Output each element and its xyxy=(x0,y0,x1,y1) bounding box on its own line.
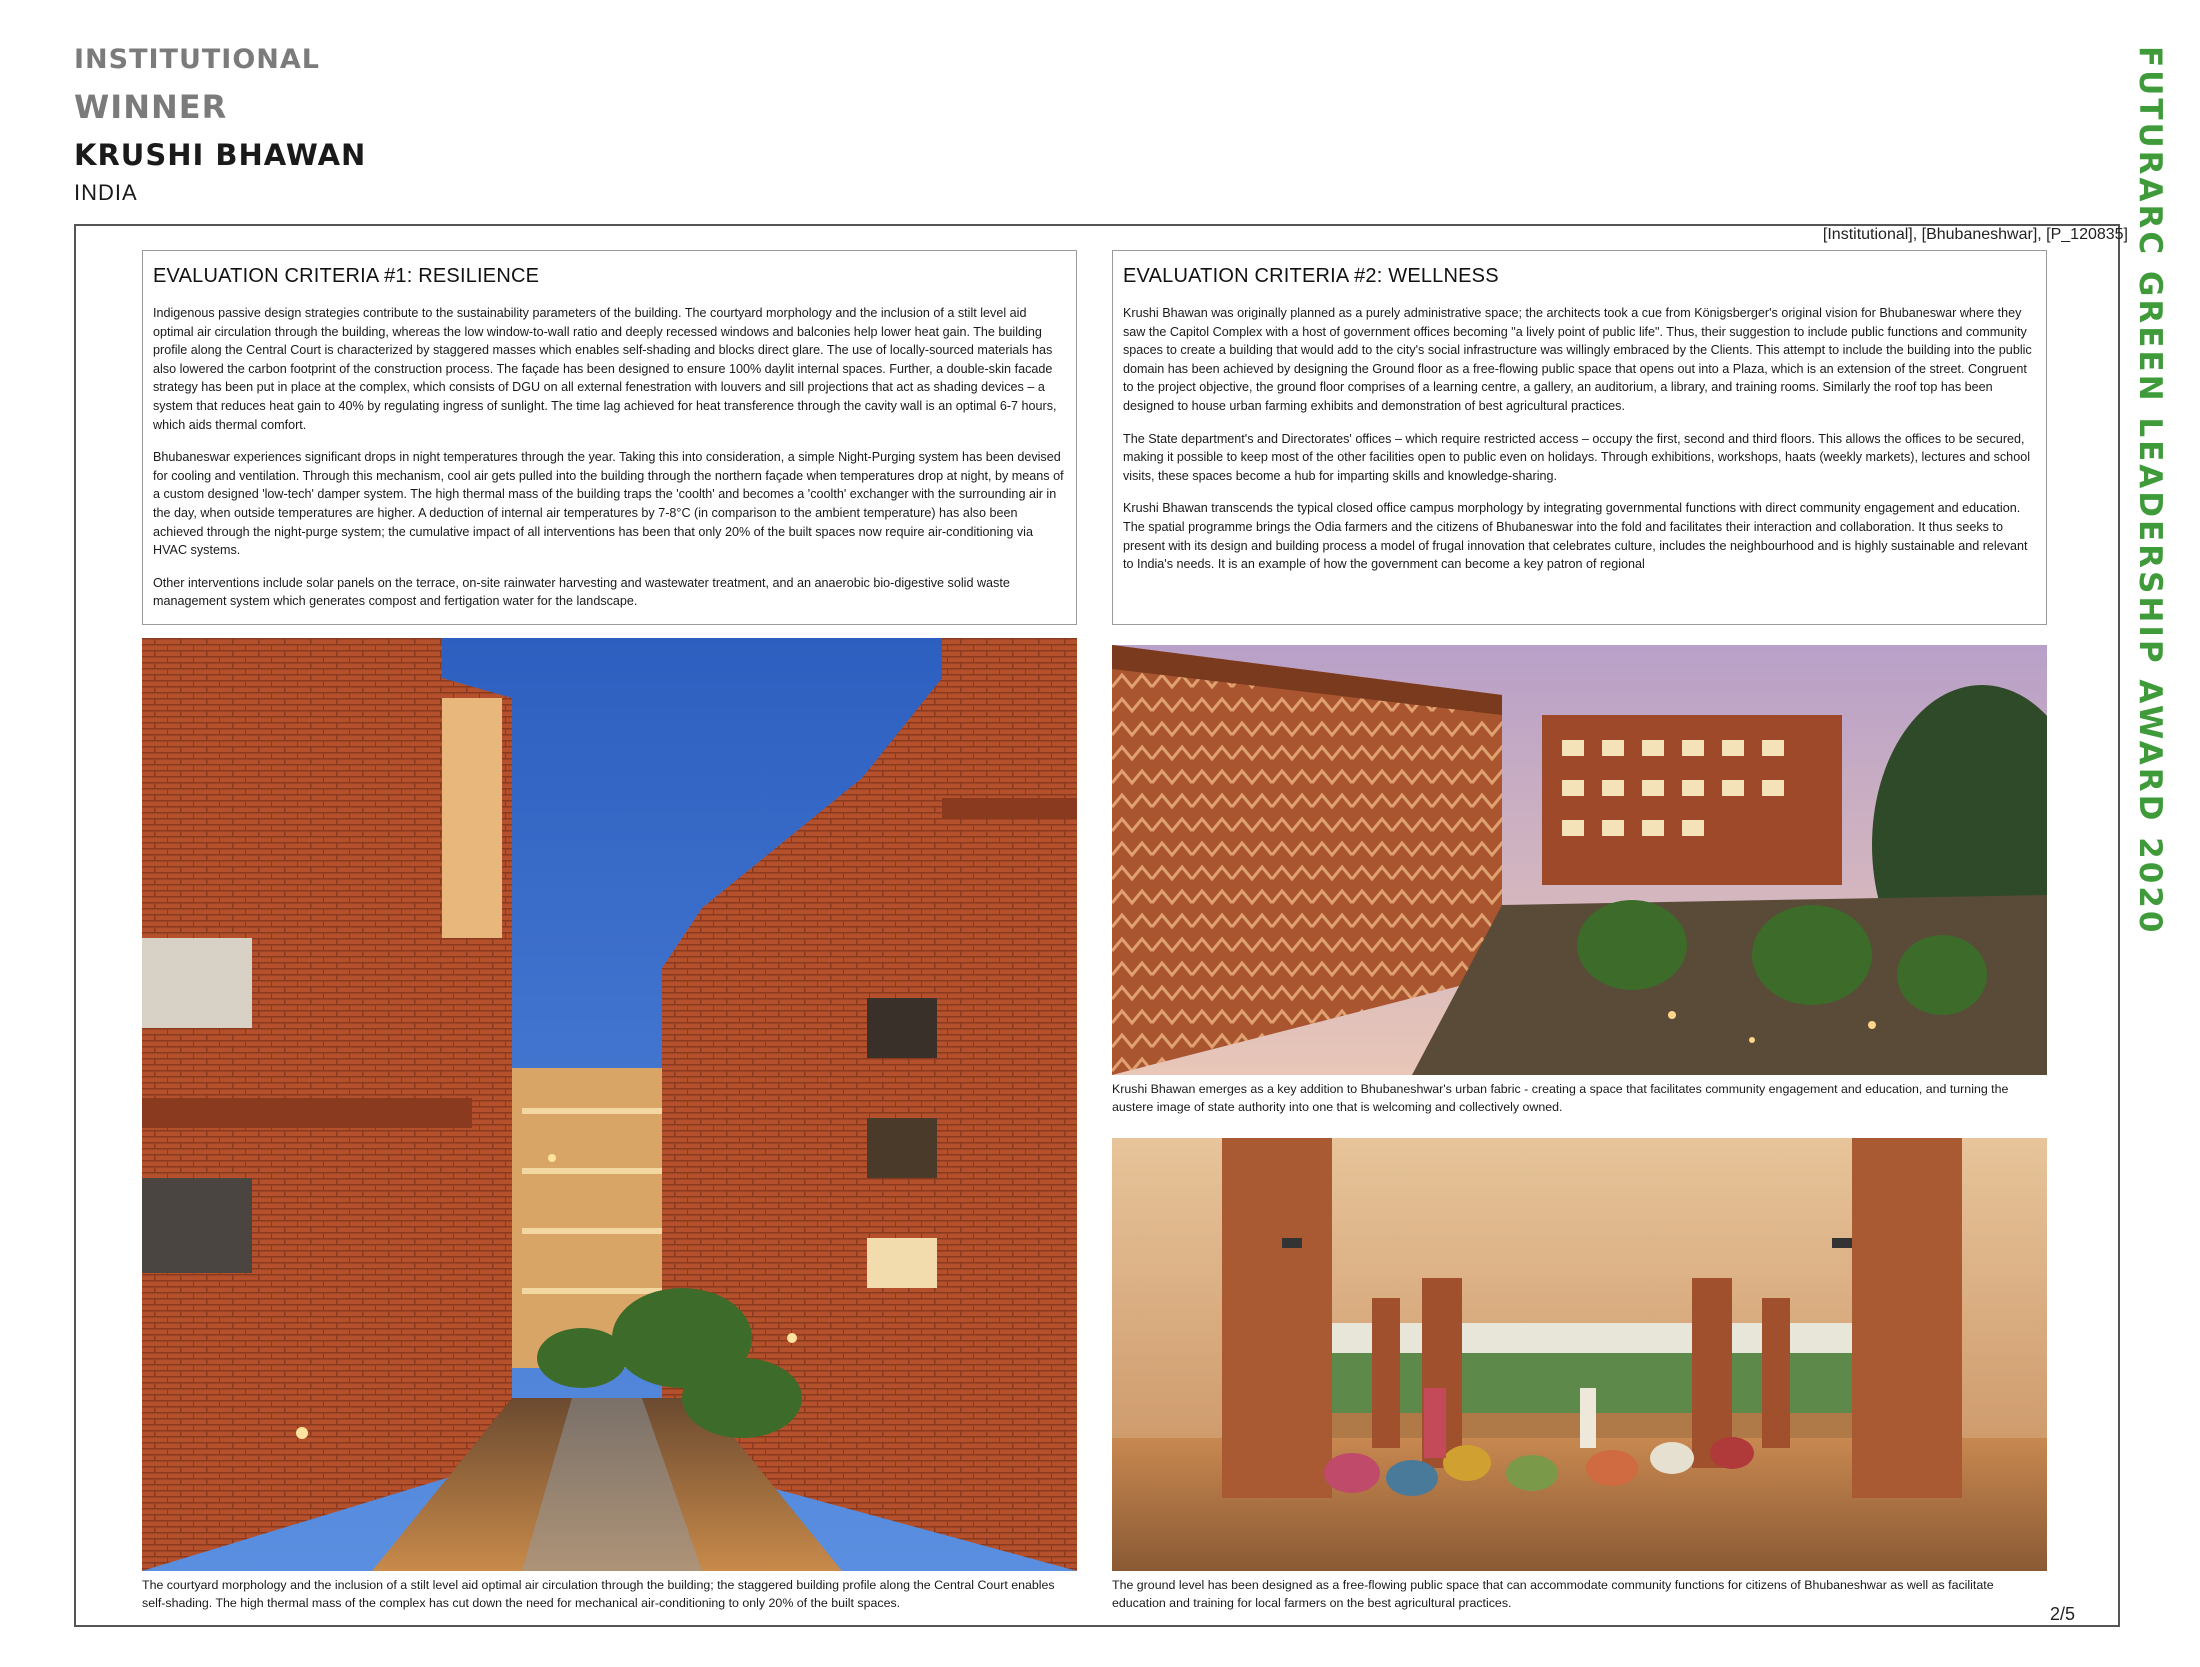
project-country: INDIA xyxy=(74,180,138,205)
facade-photo xyxy=(1112,645,2047,1075)
criteria-wellness-box xyxy=(1112,250,2047,625)
ground-level-caption: The ground level has been designed as a free-flowing public space that can accommodate community functions for citizens of Bhubaneshwar as well as facilitate education and training for local farmers on the best agricultural practices. xyxy=(1112,1578,1994,1610)
criteria-resilience-title: EVALUATION CRITERIA #1: RESILIENCE xyxy=(153,265,540,287)
criteria-resilience-paragraph: Bhubaneswar experiences significant drops in night temperatures through the year. Taking this into consideration, a simple Night-Purging system has been devised for cooling and ventilation. Through this mechanism, cool air gets pulled into the building through the northern façade when temperatures drop at night, by means of a custom designed 'low-tech' damper system. The high thermal mass of the building traps the 'coolth' and becomes a 'coolth' exchanger with the surrounding air in the day, when outside temperatures are higher. A deduction of internal air temperatures by 7-8°C (in comparison to the ambient temperature) has also been achieved through the night-purge system; the cumulative impact of all interventions has been that only 20% of the built spaces now require air-conditioning via HVAC systems. xyxy=(153,450,1064,558)
criteria-resilience-paragraph: Other interventions include solar panels on the terrace, on-site rainwater harvesting and wastewater treatment, and an anaerobic bio-digestive solid waste management system which generates compost and fertigation water for the landscape. xyxy=(153,575,1010,609)
facade-caption: Krushi Bhawan emerges as a key addition to Bhubaneshwar's urban fabric - creating a space that facilitates community engagement and education, and turning the austere image of state authority into one that is welcoming and collectively owned. xyxy=(1112,1082,2009,1114)
criteria-wellness-paragraph: Krushi Bhawan was originally planned as a purely administrative space; the architects took a cue from Königsberger's original vision for Bhubaneswar where they saw the Capitol Complex with a host of government offices becoming "a lively point of public life". Thus, their suggestion to include public functions and community spaces to create a building that would add to the city's social infrastructure was willingly embraced by the Clients. This attempt to include the building into the public domain has been achieved by designing the Ground floor as a free-flowing public space that opens out into a Plaza, which is an extension of the street. Congruent to the project objective, the ground floor comprises of a learning centre, a gallery, an auditorium, a library, and training rooms. Similarly the roof top has been designed to house urban farming exhibits and demonstration of best agricultural practices. xyxy=(1123,306,2032,413)
award-side-title: FUTURARC GREEN LEADERSHIP AWARD 2020 xyxy=(2132,46,2168,936)
project-tag: [Institutional], [Bhubaneshwar], [P_120835] xyxy=(1822,226,2128,243)
category-label: INSTITUTIONAL xyxy=(74,44,321,75)
page-number: 2/5 xyxy=(2050,1604,2076,1624)
criteria-resilience-box xyxy=(142,250,1077,625)
award-status: WINNER xyxy=(74,88,228,126)
ground-level-photo xyxy=(1112,1138,2047,1571)
criteria-wellness-title: EVALUATION CRITERIA #2: WELLNESS xyxy=(1123,265,1499,287)
courtyard-caption: The courtyard morphology and the inclusion of a stilt level aid optimal air circulation through the building; the staggered building profile along the Central Court enables self-shading. The high thermal mass of the complex has cut down the need for mechanical air-conditioning to only 20% of the built spaces. xyxy=(142,1578,1055,1610)
project-name: KRUSHI BHAWAN xyxy=(74,138,367,172)
courtyard-photo xyxy=(142,638,1077,1571)
criteria-resilience-paragraph: Indigenous passive design strategies contribute to the sustainability parameters of the building. The courtyard morphology and the inclusion of a stilt level aid optimal air circulation through the building, whereas the low window-to-wall ratio and deeply recessed windows and balconies help lower heat gain. The building profile along the Central Court is characterized by staggered masses which enables self-shading and blocks direct glare. The use of locally-sourced materials has also lowered the carbon footprint of the construction process. The façade has been designed to ensure 100% daylit internal spaces. Further, a double-skin facade strategy has been put in place at the complex, which consists of DGU on all external fenestration with louvers and sill projections that act as shading devices – a system that reduces heat gain to 40% by regulating ingress of sunlight. The time lag achieved for heat transference through the cavity wall is an optimal 6-7 hours, which aids thermal comfort. xyxy=(153,306,1057,432)
criteria-wellness-paragraph: The State department's and Directorates' offices – which require restricted access – occupy the first, second and third floors. This allows the offices to be secured, making it possible to keep most of the other facilities open to public even on holidays. Through exhibitions, workshops, haats (weekly markets), lectures and school visits, these spaces become a hub for imparting skills and knowledge-sharing. xyxy=(1123,431,2030,483)
criteria-wellness-paragraph: Krushi Bhawan transcends the typical closed office campus morphology by integrating governmental functions with direct community engagement and education. The spatial programme brings the Odia farmers and the citizens of Bhubaneswar into the fold and facilitates their interaction and collaboration. It thus seeks to present with its design and building process a model of frugal innovation that celebrates culture, includes the neighbourhood and is highly sustainable and relevant to India's needs. It is an example of how the government can become a key patron of regional xyxy=(1123,501,2028,572)
